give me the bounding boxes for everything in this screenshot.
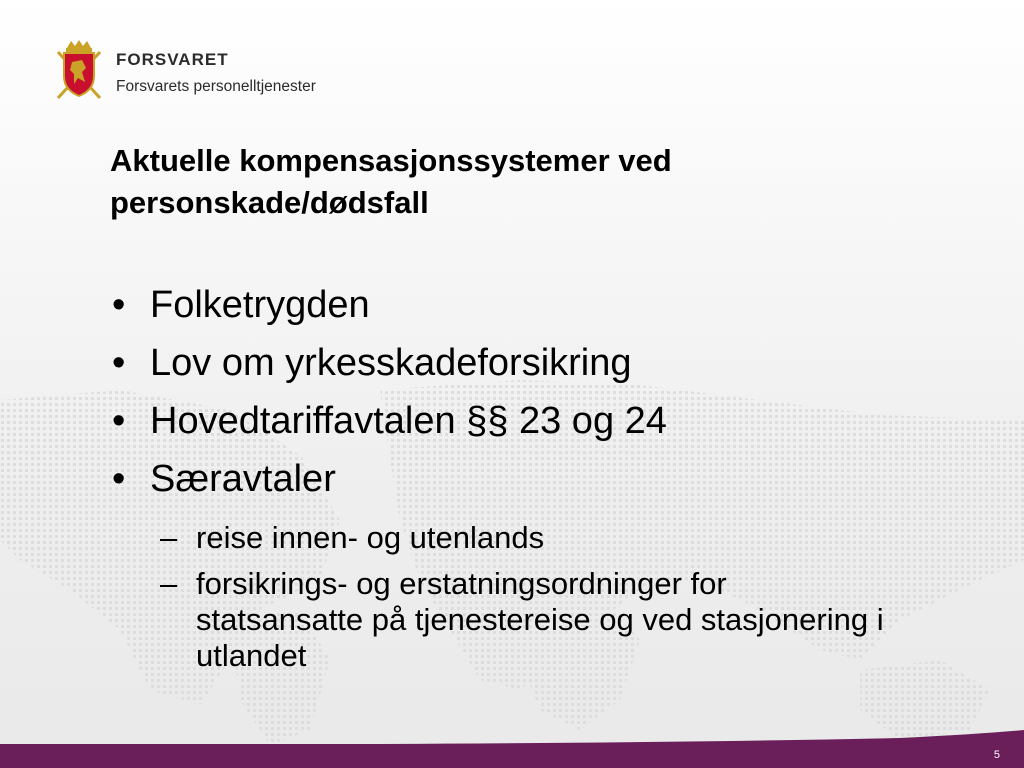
brand-subtitle: Forsvarets personelltjenester [116,78,316,95]
footer-bar [0,744,1024,768]
bullet-text: Særavtaler [150,458,336,500]
forsvaret-logo [52,38,362,102]
list-item [110,456,910,502]
bullet-list [110,282,910,514]
list-item [110,398,910,444]
bullet-marker: • [112,400,126,442]
brand-name: FORSVARET [116,50,229,69]
list-item [110,282,910,328]
sub-list-item [160,520,900,556]
crest-icon [52,38,106,102]
list-item [110,340,910,386]
bullet-text: Folketrygden [150,284,370,326]
footer-wave [0,730,1024,746]
bullet-marker: • [112,284,126,326]
page-number: 5 [993,749,1000,761]
sub-bullet-text: reise innen- og utenlands [196,520,545,555]
bullet-marker: • [112,342,126,384]
bullet-marker: • [112,458,126,500]
dash-marker: – [160,520,178,555]
dash-marker: – [160,566,178,601]
slide-title: Aktuelle kompensasjonssystemer ved personskade/dødsfall [110,143,672,220]
sub-list-item [160,566,900,674]
bullet-text: Lov om yrkesskadeforsikring [150,342,632,384]
sub-bullet-text: forsikrings- og erstatningsordninger for statsansatte på tjenestereise og ved stasjonering i utlandet [196,566,884,673]
sub-bullet-list [160,520,900,684]
bullet-text: Hovedtariffavtalen §§ 23 og 24 [150,400,667,442]
